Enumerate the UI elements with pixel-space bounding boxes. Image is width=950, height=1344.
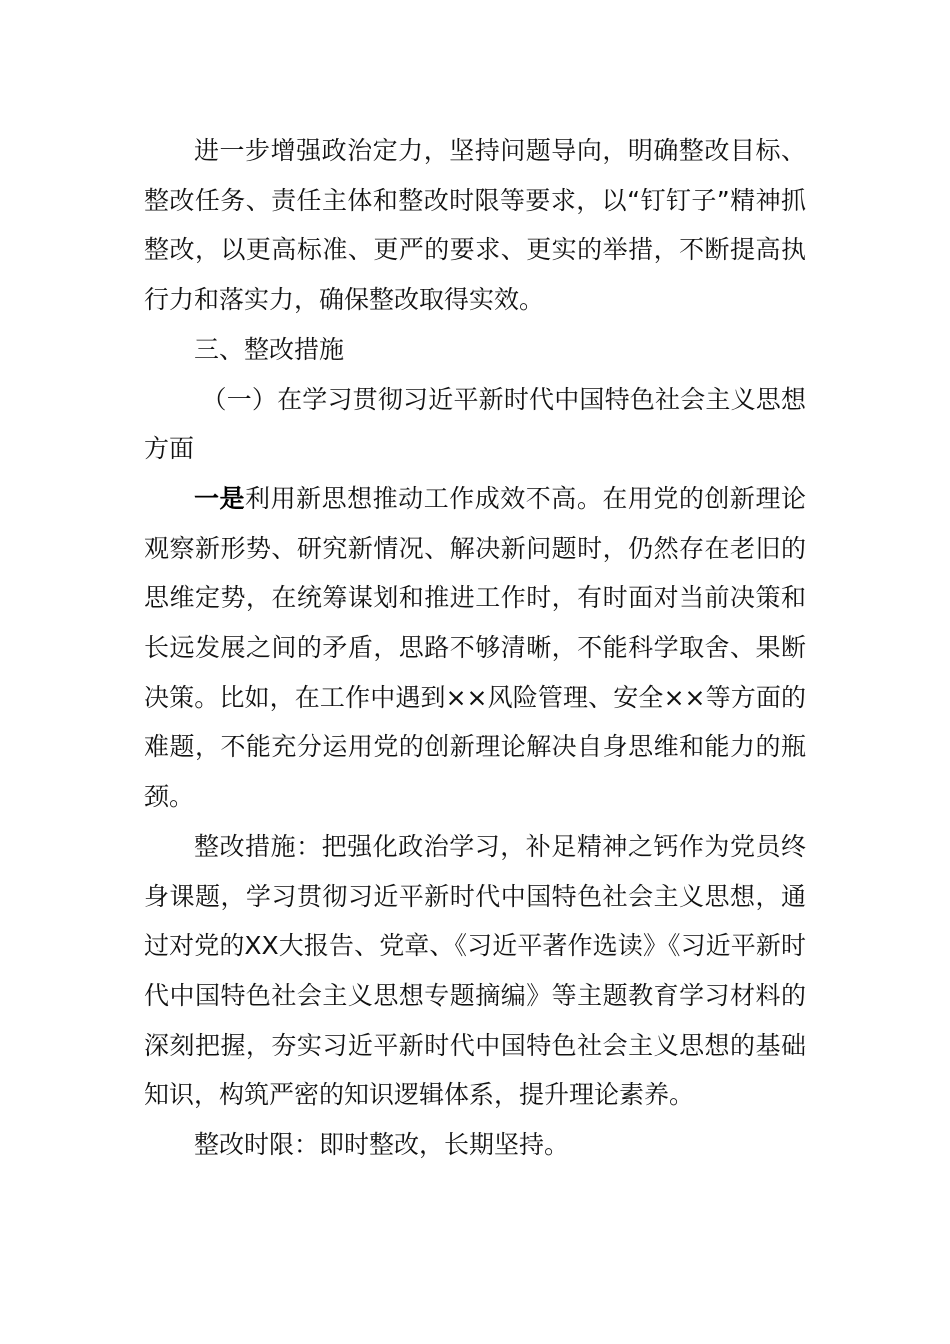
section-heading	[144, 325, 806, 375]
paragraph-text: 整改时限：即时整改，长期坚持。	[194, 1130, 570, 1160]
paragraph-requirements	[144, 126, 806, 325]
paragraph-text: 整改措施：把强化政治学习，补足精神之钙作为党员终身课题，学习贯彻习近平新时代中国特色社会主义思想，通过对党的XX大报告、党章、《习近平著作选读》《习近平新时代中国特色社会主义思想专题摘编》等主题教育学习材料的深刻把握，夯实习近平新时代中国特色社会主义思想的基础知识，构筑严密的知识逻辑体系，提升理论素养。	[144, 831, 806, 1110]
paragraph-text: 进一步增强政治定力，坚持问题导向，明确整改目标、整改任务、责任主体和整改时限等要求，以“钉钉子”精神抓整改，以更高标准、更严的要求、更实的举措，不断提高执行力和落实力，确保整改取得实效。	[144, 136, 806, 315]
subsection-heading	[144, 375, 806, 474]
paragraph-measures	[144, 822, 806, 1120]
paragraph-lead: 一是	[194, 483, 246, 513]
subsection-heading-text: （一）在学习贯彻习近平新时代中国特色社会主义思想方面	[144, 384, 806, 464]
paragraph-text: 利用新思想推动工作成效不高。在用党的创新理论观察新形势、研究新情况、解决新问题时，仍然存在老旧的思维定势，在统筹谋划和推进工作时，有时面对当前决策和长远发展之间的矛盾，思路不够清晰，不能科学取舍、果断决策。比如，在工作中遇到××风险管理、安全××等方面的难题，不能充分运用党的创新理论解决自身思维和能力的瓶颈。	[144, 483, 806, 812]
paragraph-problem	[144, 474, 806, 822]
paragraph-deadline	[144, 1120, 806, 1170]
section-heading-text: 三、整改措施	[194, 334, 345, 364]
document-body	[144, 126, 806, 1170]
